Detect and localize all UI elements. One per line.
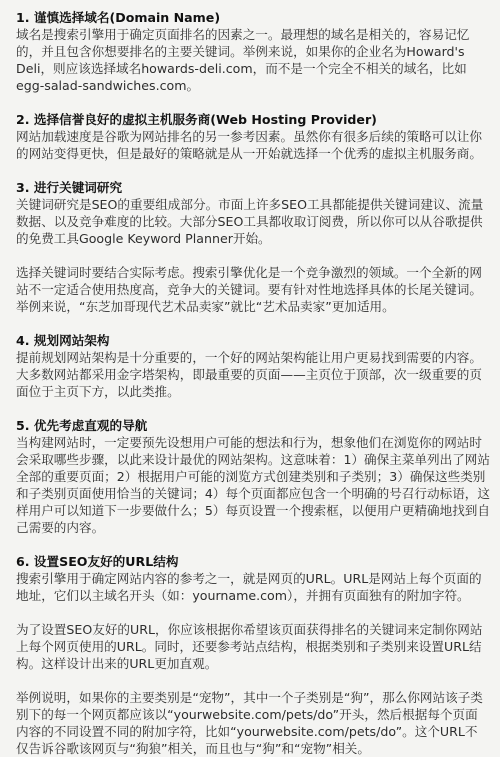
section-paragraph: 举例说明，如果你的主要类别是“宠物”，其中一个子类别是“狗”，那么你网站该子类别下的每一个网页都应该以“yourwebsite.com/pets/do”开头，然后根据每个页面内容的不同设置不同的附加字符，比如“yourwebsite.com/pets/do”。这个URL不仅告诉谷歌该网页与“狗狼”相关，而且也与“狗”和“宠物”相关。	[16, 690, 483, 756]
section-url-structure	[16, 553, 490, 757]
section-paragraph: 搜索引擎用于确定网站内容的参考之一，就是网页的URL。URL是网站上每个页面的地址，它们以主域名开头（如：yourname.com），并拥有页面独有的附加字符。	[16, 571, 482, 603]
section-paragraph: 提前规划网站架构是十分重要的，一个好的网站架构能让用户更易找到需要的内容。大多数网站都采用金字塔架构，即最重要的页面——主页位于顶部，次一级重要的页面位于主页下方，以此类推。	[16, 350, 482, 399]
section-keyword-research	[16, 179, 490, 315]
section-paragraph: 选择关键词时要结合实际考虑。搜索引擎优化是一个竞争激烈的领域。一个全新的网站不一定适合使用热度高，竞争大的关键词。要有针对性地选择具体的长尾关键词。举例来说，“东芝加哥现代艺术品卖家”就比“艺术品卖家”更加适用。	[16, 265, 482, 314]
section-heading: 5. 优先考虑直观的导航	[16, 418, 148, 433]
section-paragraph: 网站加载速度是谷歌为网站排名的另一参考因素。虽然你有很多后续的策略可以让你的网站变得更快，但是最好的策略就是从一开始就选择一个优秀的虚拟主机服务商。	[16, 129, 482, 161]
section-paragraph: 关键词研究是SEO的重要组成部分。市面上许多SEO工具都能提供关键词建议、流量数据、以及竞争难度的比较。大部分SEO工具都收取订阅费，所以你可以从谷歌提供的免费工具Google Keyword Planner开始。	[16, 197, 484, 246]
section-domain-name	[16, 9, 490, 94]
section-paragraph: 为了设置SEO友好的URL，你应该根据你希望该页面获得排名的关键词来定制你网站上每个网页使用的URL。同时，还要参考站点结构，根据类别和子类别来设置URL结构。这样设计出来的URL更加直观。	[16, 622, 483, 671]
section-heading: 6. 设置SEO友好的URL结构	[16, 554, 179, 569]
section-navigation	[16, 417, 490, 536]
section-web-hosting	[16, 111, 490, 162]
section-paragraph: 域名是搜索引擎用于确定页面排名的因素之一。最理想的域名是相关的，容易记忆的，并且包含你想要排名的主要关键词。举例来说，如果你的企业名为Howard's Deli，则应该选择域名howards-deli.com，而不是一个完全不相关的域名，比如egg-salad-sandwiches.com。	[16, 27, 470, 93]
section-heading: 3. 进行关键词研究	[16, 180, 123, 195]
section-site-architecture	[16, 332, 490, 400]
section-heading: 4. 规划网站架构	[16, 333, 110, 348]
section-heading: 1. 谨慎选择域名(Domain Name)	[16, 10, 221, 25]
section-paragraph: 当构建网站时，一定要预先设想用户可能的想法和行为，想象他们在浏览你的网站时会采取哪些步骤，以此来设计最优的网站架构。这意味着：1）确保主菜单列出了网站全部的重要页面；2）根据用户可能的浏览方式创建类别和子类别；3）确保这些类别和子类别页面使用恰当的关键词；4）每个页面都应包含一个明确的号召行动标语，这样用户可以知道下一步要做什么；5）每页设置一个搜索框，以便用户更精确地找到自己需要的内容。	[16, 435, 490, 535]
section-heading: 2. 选择信誉良好的虚拟主机服务商(Web Hosting Provider)	[16, 112, 377, 127]
